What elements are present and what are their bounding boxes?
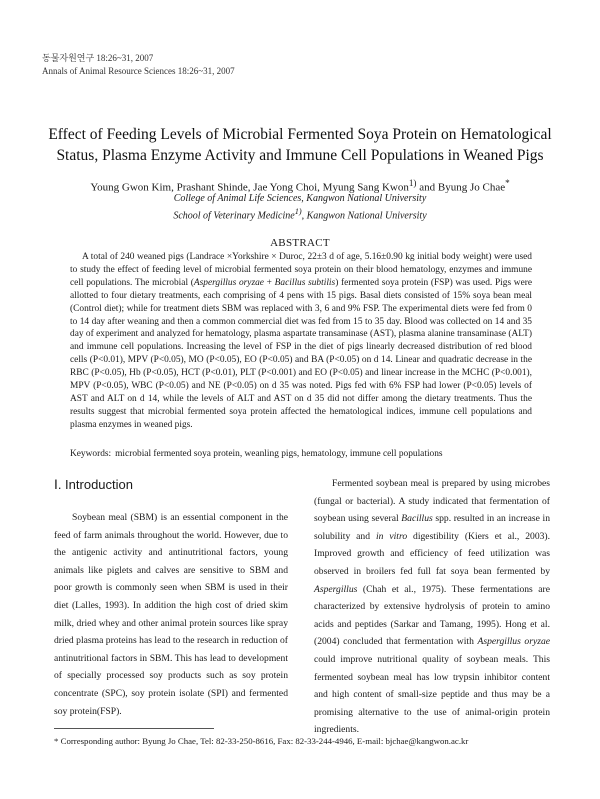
abstract-species-1: Aspergillus oryzae	[193, 277, 264, 288]
author-superscript-1: 1)	[408, 178, 417, 188]
abstract-species-2: Bacillus subtilis	[274, 277, 336, 288]
author-names: Young Gwon Kim, Prashant Shinde, Jae Yong Choi, Myung Sang Kwon	[90, 181, 409, 194]
keywords-text: microbial fermented soya protein, weanling pigs, hematology, immune cell populations	[115, 449, 443, 459]
author-superscript-corresponding: *	[505, 178, 510, 188]
journal-citation-korean: 동물자원연구 18:26~31, 2007	[42, 53, 154, 63]
author-list	[20, 178, 580, 194]
title-line-2: Status, Plasma Enzyme Activity and Immune Cell Populations in Weaned Pigs	[56, 147, 544, 164]
intro-text-b: spp. resulted in an increase in solubility and	[314, 513, 550, 542]
keywords	[70, 449, 540, 459]
abstract-heading: ABSTRACT	[270, 237, 330, 249]
title-line-1: Effect of Feeding Levels of Microbial Fermented Soya Protein on Hematological	[48, 126, 552, 143]
intro-italic-4: Aspergillus oryzae	[477, 636, 550, 648]
intro-text-c: digestibility (Kiers et al., 2003). Improved growth and efficiency of feed utilization was observed in broilers fed full fat soya bean fermented by	[314, 530, 551, 577]
author-last: and Byung Jo Chae	[416, 181, 506, 194]
affiliation-2-superscript: 1)	[294, 207, 302, 216]
affiliation-2-university: , Kangwon National University	[301, 210, 427, 222]
intro-text-e: could improve nutritional quality of soybean meals. This fermented soybean meal has low trypsin inhibitor content and high content of small-size peptide and thus may be a promising alternative to the use of animal-origin protein ingredients.	[314, 653, 550, 736]
paper-title	[20, 124, 580, 166]
journal-citation-english: Annals of Animal Resource Sciences 18:26~31, 2007	[42, 66, 235, 76]
section-heading-introduction: Ⅰ. Introduction	[54, 477, 133, 492]
keywords-label: Keywords:	[70, 449, 112, 459]
footnote-divider	[54, 728, 214, 729]
corresponding-author-footnote: * Corresponding author: Byung Jo Chae, Tel: 82-33-250-8616, Fax: 82-33-244-4946, E-mail: bjchae@kangwon.ac.kr	[54, 736, 469, 746]
abstract-text-1: A total of 240 weaned pigs (Landrace ×Yorkshire × Duroc, 22±3 d of age, 5.16±0.90 kg initial body weight) were used to study the effect of feeding level of microbial fermented soya protein on their blood hematology, enzymes and immune cell populations. The microbial (	[70, 252, 532, 288]
abstract-text-2: +	[263, 277, 275, 288]
intro-italic-3: Aspergillus	[314, 583, 358, 595]
affiliation-2-school: School of Veterinary Medicine	[173, 210, 295, 222]
intro-right-column	[314, 475, 550, 739]
journal-citation	[42, 52, 235, 78]
abstract-body	[70, 251, 532, 432]
intro-left-column	[54, 509, 288, 720]
affiliation-2	[20, 207, 580, 221]
intro-paragraph-1: Soybean meal (SBM) is an essential component in the feed of farm animals throughout the world. However, due to the antigenic activity and antinutritional factors, young animals like piglets and calves are sensitive to SBM and poor growth is commonly seen when SBM is used in their diet (Lalles, 1993). In addition the high cost of dried skim milk, dried whey and other animal protein sources like spray dried plasma proteins has lead to the research in reduction of antinutritional factors in SBM. This has lead to development of specially processed soy products such as soy protein concentrate (SPC), soy protein isolate (SPI) and fermented soy protein(FSP).	[54, 512, 288, 717]
affiliation-1: College of Animal Life Sciences, Kangwon National University	[173, 193, 427, 204]
abstract-text-3: ) fermented soya protein (FSP) was used. Pigs were allotted to four dietary treatments, each comprising of 4 pens with 15 pigs. Basal diets consisted of 15% soya bean meal (Control diet); while for treatment diets SBM was replaced with 3, 6 and 9% FSP. The experimental diets were fed from 0 to 14 day after weaning and then a common commercial diet was fed from 15 to 35 day. Blood was collected on 14 and 35 day of experiment and analyzed for hematology, plasma aspartate transaminase (AST), plasma alanine transaminase (ALT) and immune cell populations. Increasing the level of FSP in the diet of pigs linearly decreased distribution of red blood cells (P<0.01), MPV (P<0.05), MO (P<0.05), EO (P<0.05) and BA (P<0.05) on d 14. Linear and quadratic decrease in the RBC (P<0.05), Hb (P<0.05), HCT (P<0.01), PLT (P<0.001) and EO (P<0.05) and linear increase in the MCHC (P<0.001), MPV (P<0.05), WBC (P<0.05) and NE (P<0.05) on d 35 was noted. Pigs fed with 6% FSP had lower (P<0.05) levels of AST and ALT on d 14, while the levels of ALT and AST on d 35 did not differ among the dietary treatments. Thus the results suggest that microbial fermented soya protein affected the hematological indices, immune cell populations and plasma enzymes in weaned pigs.	[70, 277, 533, 430]
intro-paragraph-2	[314, 475, 550, 739]
intro-text-d: (Chah et al., 1975). These fermentations are characterized by extensive hydrolysis of protein to amino acids and peptides (Sarkar and Tamang, 1995). Hong et al. (2004) concluded that fermentation with	[314, 583, 550, 648]
intro-italic-2: in vitro	[375, 530, 408, 542]
intro-text-a: Fermented soybean meal is prepared by using microbes (fungal or bacterial). A study indicated that fermentation of soybean using several	[314, 478, 550, 525]
intro-italic-1: Bacillus	[401, 513, 433, 525]
